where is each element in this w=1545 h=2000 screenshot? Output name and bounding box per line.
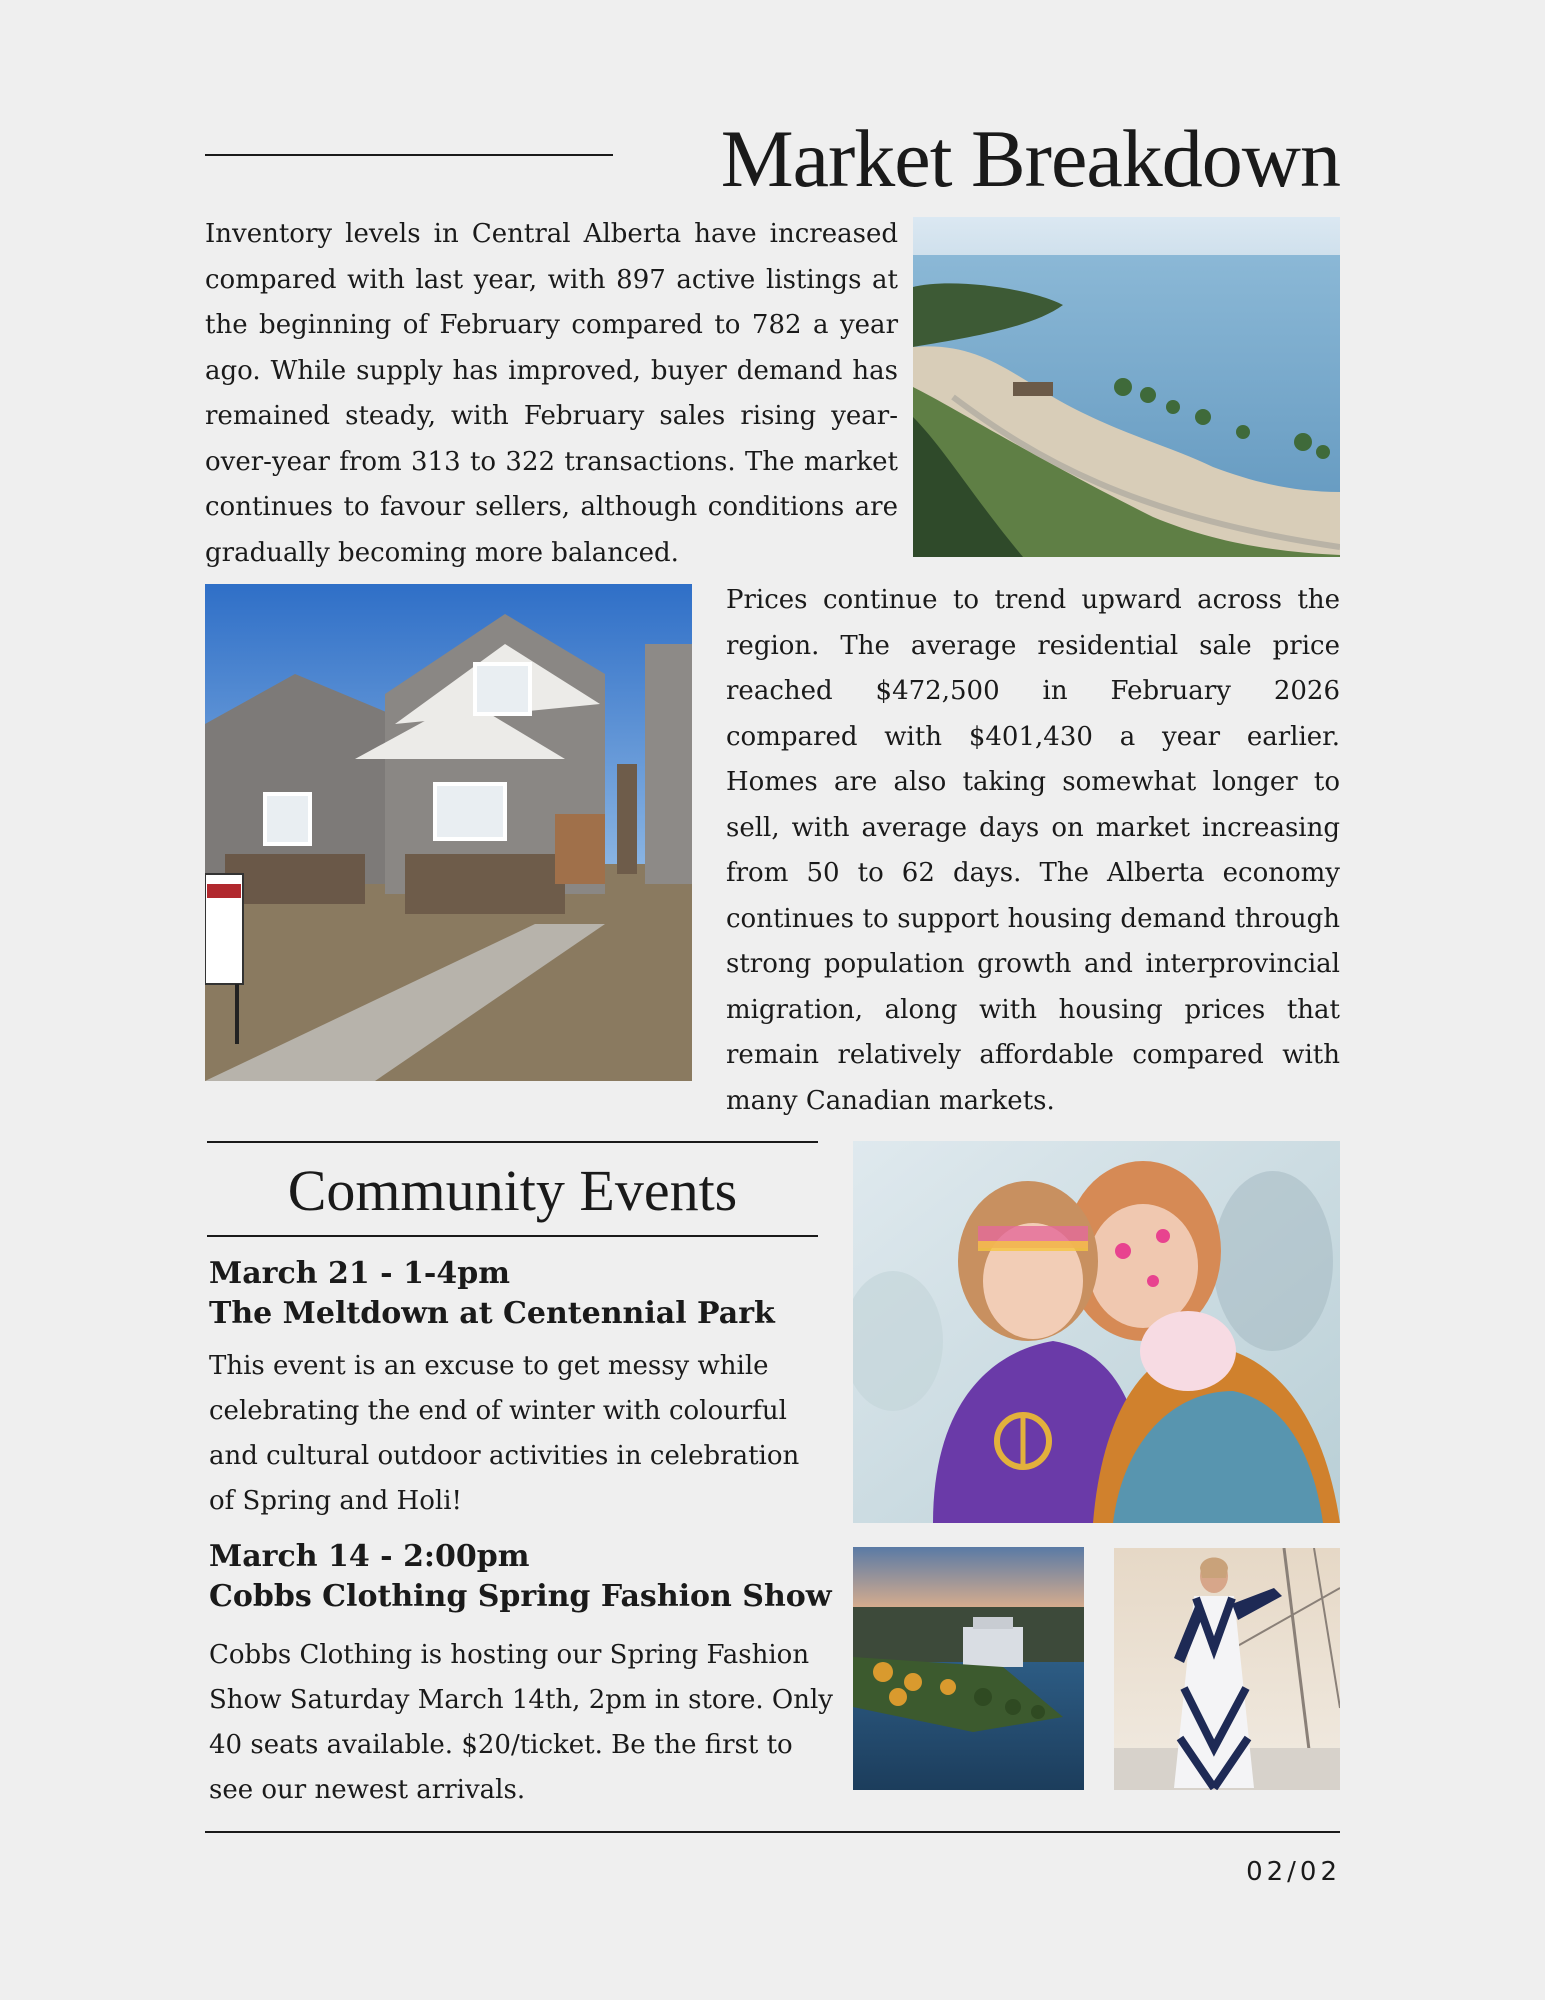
event-2-description: Cobbs Clothing is hosting our Spring Fashion Show Saturday March 14th, 2pm in store. Only 40 seats available. $20/ticket. Be the first to see our newest arrivals. <box>209 1640 833 1805</box>
events-rule-top <box>207 1141 818 1143</box>
market-paragraph-2: Prices continue to trend upward across the region. The average residential sale price reached $472,500 in February 2026 compared with $401,430 a year earlier. Homes are also taking somewhat longer to sell, with average days on market increasing from 50 to 62 days. The Alberta economy continues to support housing demand through strong population growth and interprovincial migration, along with housing prices that remain relatively affordable compared with many Canadian markets. <box>726 585 1340 1116</box>
page-title: Market Breakdown <box>720 113 1340 204</box>
lake-beach-photo <box>913 217 1340 557</box>
event-2-date: March 14 - 2:00pm <box>209 1539 530 1574</box>
townhouse-photo <box>205 584 692 1081</box>
title-rule <box>205 154 613 156</box>
lakeside-town-photo <box>853 1547 1084 1790</box>
events-title: Community Events <box>287 1158 738 1223</box>
event-1-description: This event is an excuse to get messy while celebrating the end of winter with colourful and cultural outdoor activities in celebration of Spring and Holi! <box>209 1351 800 1516</box>
market-paragraph-1: Inventory levels in Central Alberta have increased compared with last year, with 897 active listings at the beginning of February compared to 782 a year ago. While supply has improved, buyer demand has remained steady, with February sales rising year-over-year from 313 to 322 transactions. The market continues to favour sellers, although conditions are gradually becoming more balanced. <box>205 219 898 568</box>
footer-rule <box>205 1831 1340 1833</box>
holi-kids-photo <box>853 1141 1340 1523</box>
event-2-title: Cobbs Clothing Spring Fashion Show <box>209 1579 832 1614</box>
page-number: 02/02 <box>1246 1857 1341 1887</box>
events-rule-bottom <box>207 1235 818 1237</box>
event-1-date: March 21 - 1-4pm <box>209 1256 510 1291</box>
event-1-title: The Meltdown at Centennial Park <box>209 1296 775 1331</box>
fashion-model-photo <box>1114 1548 1340 1790</box>
